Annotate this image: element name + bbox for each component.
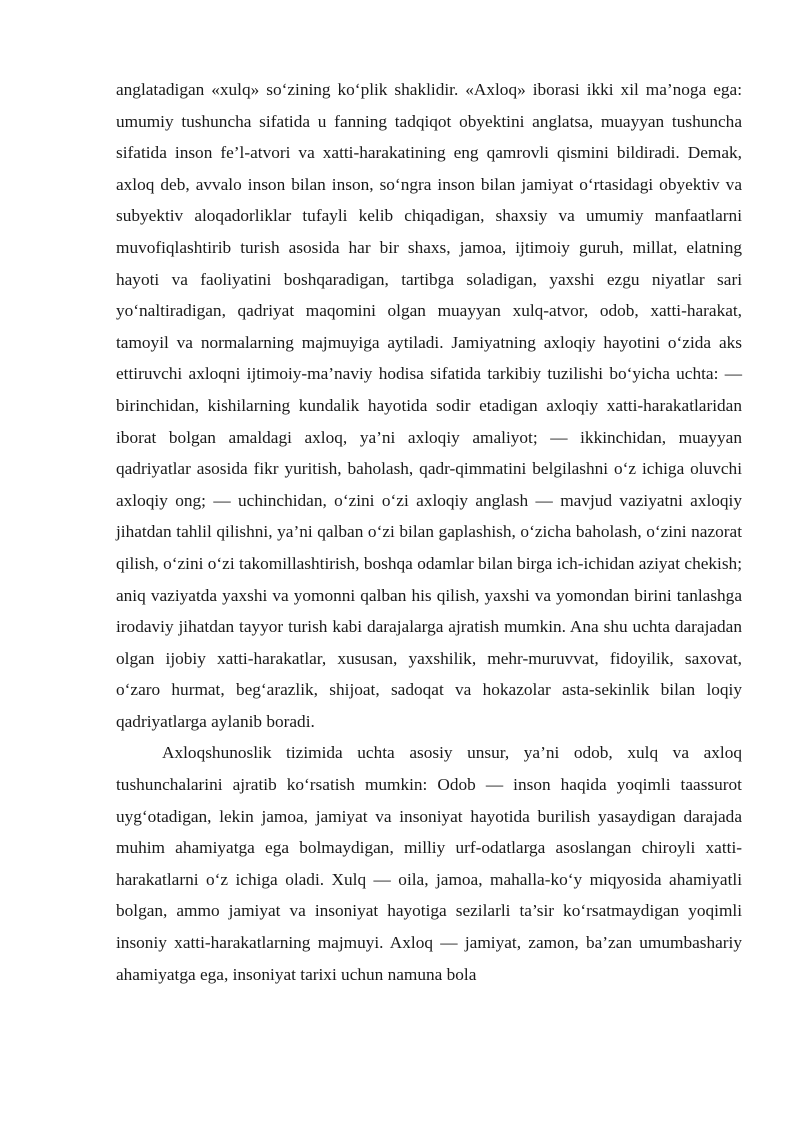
paragraph-axloq-definition: anglatadigan «xulq» so‘zining ko‘plik shaklidir. «Axloq» iborasi ikki xil ma’noga ega: umumiy tushuncha sifatida u fanning tadqiqot obyektini anglatsa, muayyan tushuncha sifatida inson fe’l-atvori va xatti-harakatining eng qamrovli qismini bildiradi. Demak, axloq deb, avvalo inson bilan inson, so‘ngra inson bilan jamiyat o‘rtasidagi obyektiv va subyektiv aloqadorliklar tufayli kelib chiqadigan, shaxsiy va umumiy manfaatlarni muvofiqlashtirib turish asosida har bir shaxs, jamoa, ijtimoiy guruh, millat, elatning hayoti va faoliyatini boshqaradigan, tartibga soladigan, yaxshi ezgu niyatlar sari yo‘naltiradigan, qadriyat maqomini olgan muayyan xulq-atvor, odob, xatti-harakat, tamoyil va normalarning majmuyiga aytiladi. Jamiyatning axloqiy hayotini o‘zida aks ettiruvchi axloqni ijtimoiy-ma’naviy hodisa sifatida tarkibiy tuzilishi bo‘yicha uchta: — birinchidan, kishilarning kundalik hayotida sodir etadigan axloqiy xatti-harakatlaridan iborat bolgan amaldagi axloq, ya’ni axloqiy amaliyot; — ikkinchidan, muayyan qadriyatlar asosida fikr yuritish, baholash, qadr-qimmatini belgilashni o‘z ichiga oluvchi axloqiy ong; — uchinchidan, o‘zini o‘zi axloqiy anglash — mavjud vaziyatni axloqiy jihatdan tahlil qilishni, ya’ni qalban o‘zi bilan gaplashish, o‘zicha baholash, o‘zini nazorat qilish, o‘zini o‘zi takomillashtirish, boshqa odamlar bilan birga ich-ichidan aziyat chekish; aniq vaziyatda yaxshi va yomonni qalban his qilish, yaxshi va yomondan birini tanlashga irodaviy jihatdan tayyor turish kabi darajalarga ajratish mumkin. Ana shu uchta darajadan olgan ijobiy xatti-harakatlar, xususan, yaxshilik, mehr-muruvvat, fidoyilik, saxovat, o‘zaro hurmat, beg‘arazlik, shijoat, sadoqat va hokazolar asta-sekinlik bilan loqiy qadriyatlarga aylanib boradi.: [116, 80, 742, 731]
paragraph-axloqshunoslik: Axloqshunoslik tizimida uchta asosiy unsur, ya’ni odob, xulq va axloq tushunchalarini ajratib ko‘rsatish mumkin: Odob — inson haqida yoqimli taassurot uyg‘otadigan, lekin jamoa, jamiyat va insoniyat hayotida burilish yasaydigan darajada muhim ahamiyatga ega bolmaydigan, milliy urf-odatlarga asoslangan chiroyli xatti-harakatlarni o‘z ichiga oladi. Xulq — oila, jamoa, mahalla-ko‘y miqyosida ahamiyatli bolgan, ammo jamiyat va insoniyat hayotiga sezilarli ta’sir ko‘rsatmaydigan yoqimli insoniy xatti-harakatlarning majmuyi. Axloq — jamiyat, zamon, ba’zan umumbashariy ahamiyatga ega, insoniyat tarixi uchun namuna bola: [116, 743, 742, 984]
document-page: [116, 74, 742, 990]
